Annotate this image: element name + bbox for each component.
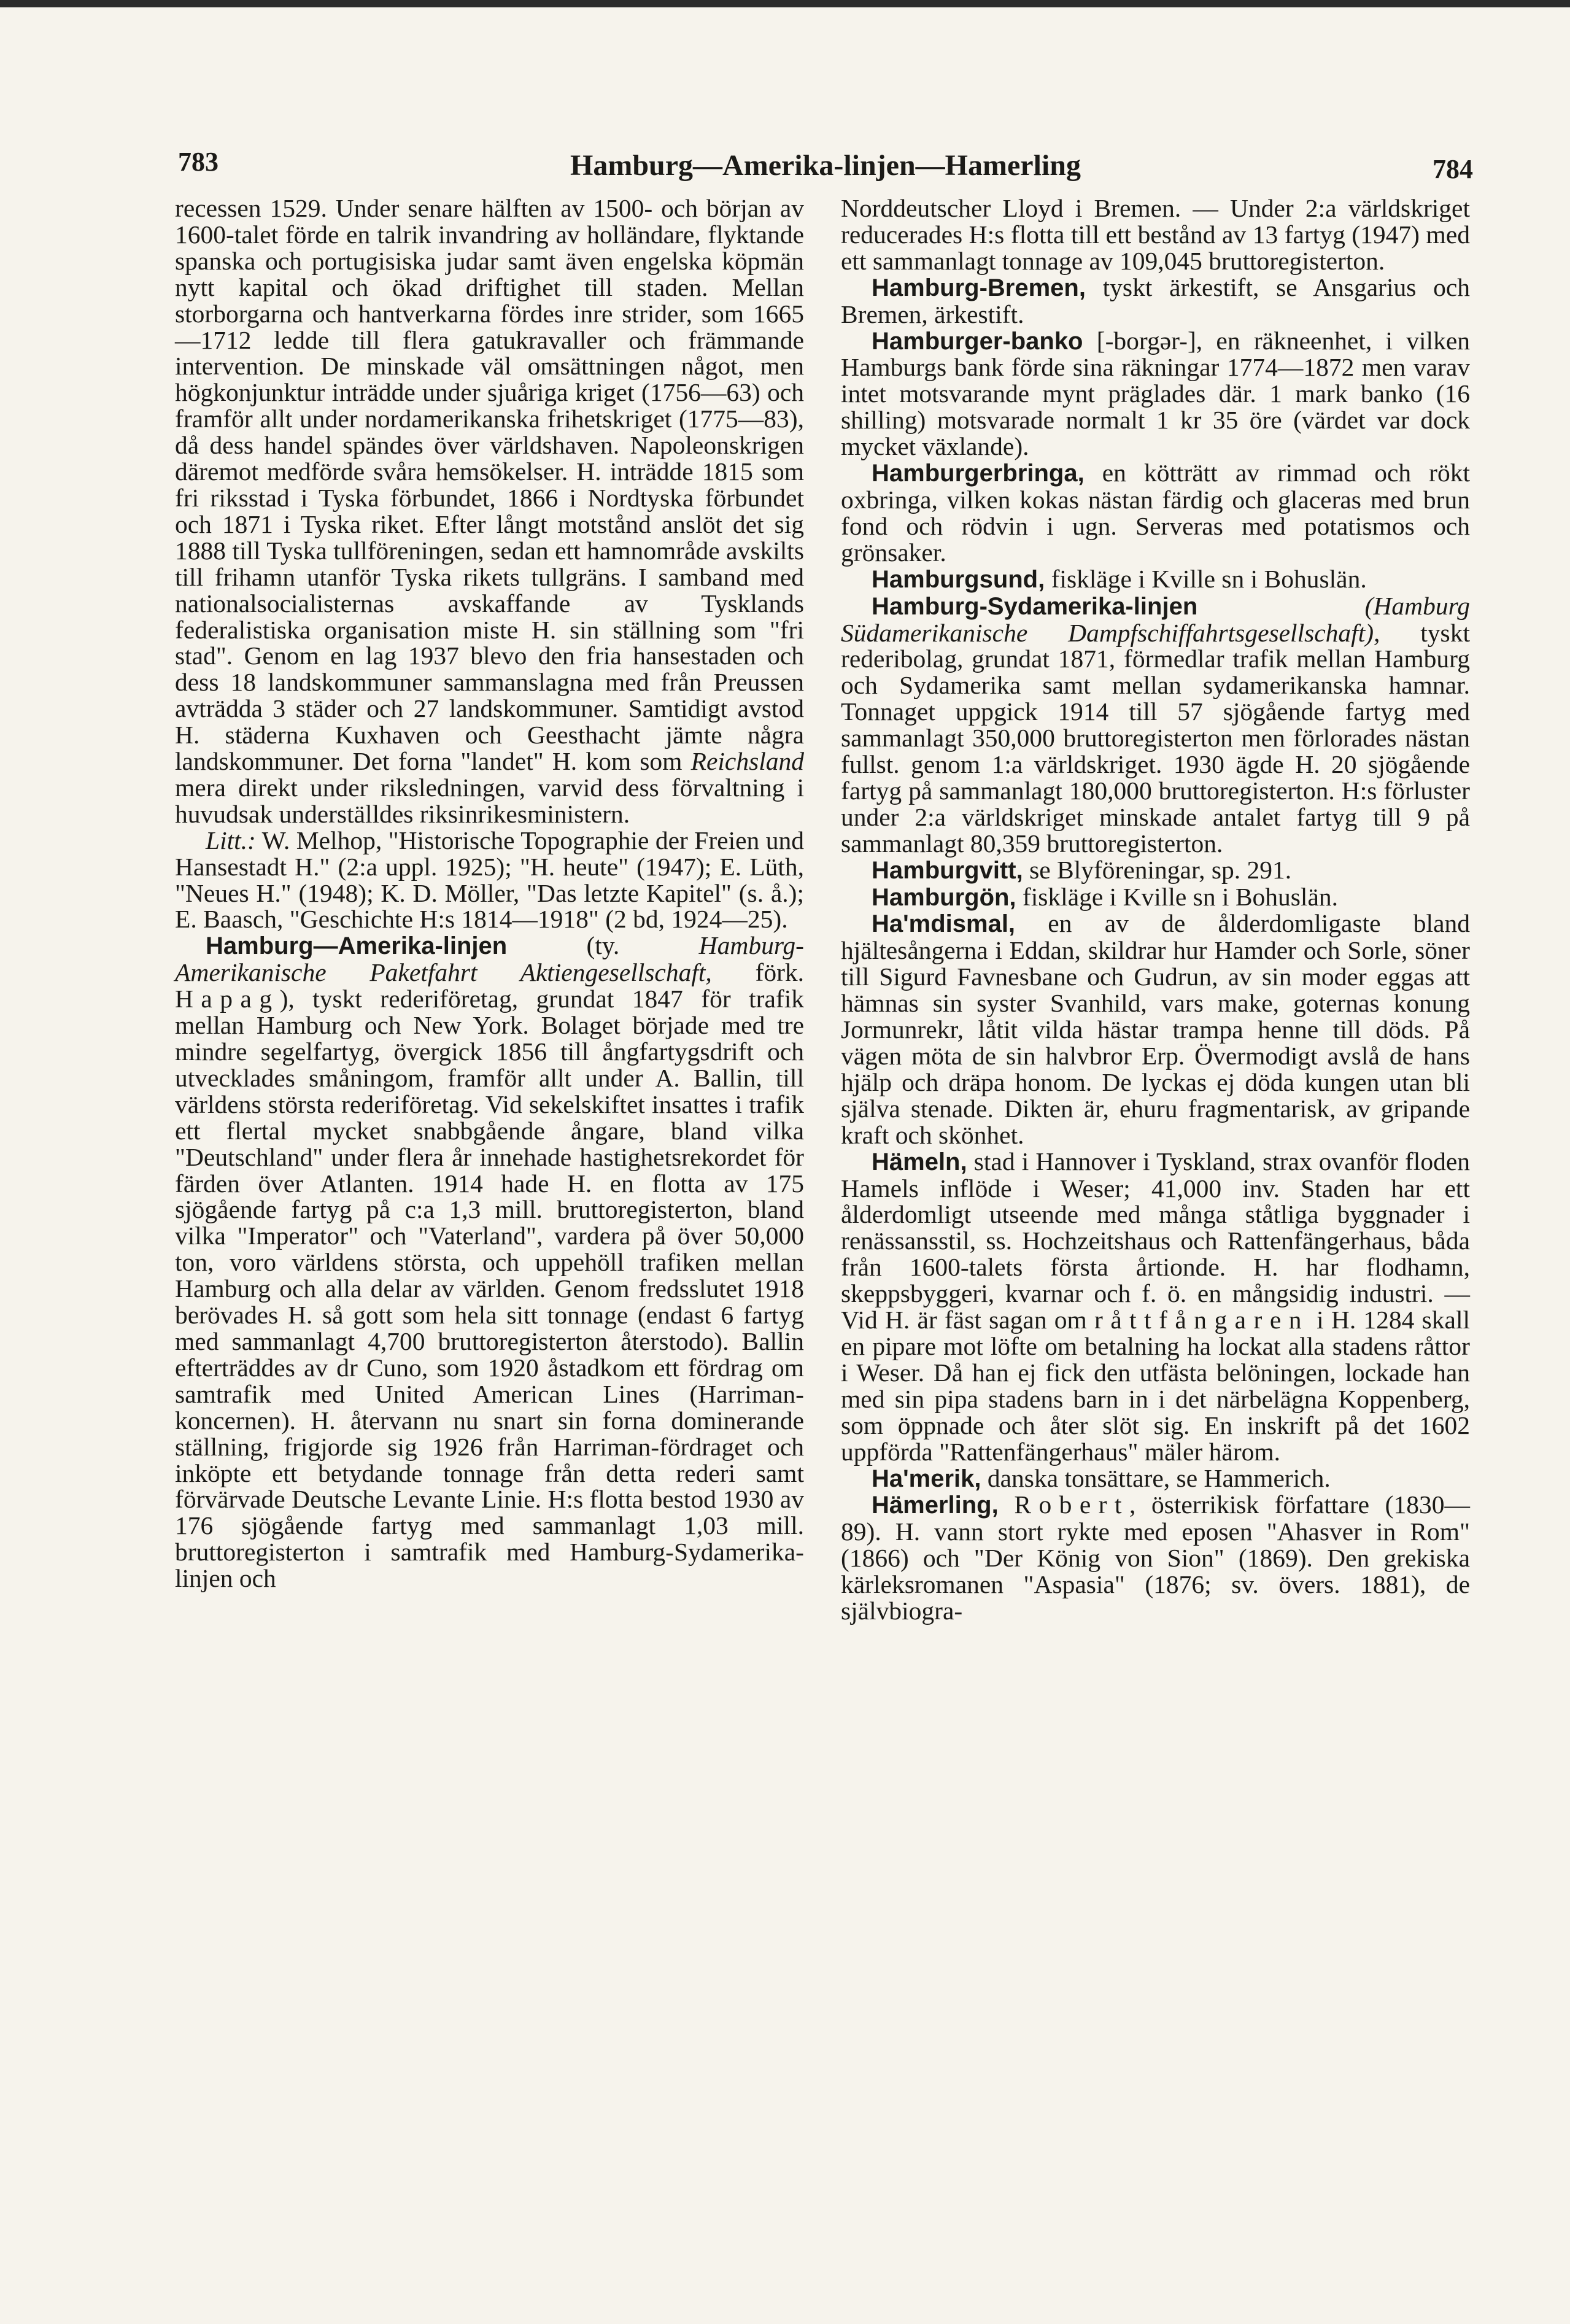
entry-headword: Hämeln,: [872, 1148, 967, 1176]
entry-headword: Hamburg-Sydamerika-linjen: [872, 592, 1198, 620]
entry-headword: Ha'merik,: [872, 1465, 981, 1492]
right-column: [841, 195, 1470, 1624]
page-number-left: 783: [178, 147, 218, 177]
page-number-right: 784: [1433, 154, 1473, 184]
entry-headword: Hamburgön,: [872, 883, 1016, 911]
entry-headword: Hamburger-banko: [872, 327, 1083, 355]
litt-label: Litt.:: [206, 826, 256, 854]
running-title: Hamburg—Amerika-linjen—Hamerling: [570, 149, 1081, 182]
page-header: [178, 146, 1473, 195]
entry-headword: Hamburgerbringa,: [872, 460, 1085, 487]
entry-headword: Hamburg-Bremen,: [872, 274, 1086, 301]
entry-hamdismal: Ha'mdismal, en av de ålderdomligaste bland hjältesångerna i Eddan, skildrar hur Hamder och Sorle, söner till Sigurd Favnesbane och Gudrun, av sin moder eggas att hämnas sin syster Svanhild, vars make, goternas konung Jormunrekr, låtit vilda hästar trampa henne till döds. På vägen möta de sin halvbror Erp. Övermodigt avslå de hans hjälp och dräpa honom. De lyckas ej döda kungen utan bli själva stenade. Dikten är, ehuru fragmentarisk, av gripande kraft och skönhet.: [841, 909, 1471, 1149]
page-edge: [0, 0, 1570, 7]
entry-hamburg-sydamerika-linjen: Hamburg-Sydamerika-linjen (Hamburg Südamerikanische Dampfschiffahrtsgesellschaft), tyskt rederibolag, grundat 1871, förmedlar trafik mellan Hamburg och Sydamerika samt mellan sydamerikanska hamnar. Tonnaget uppgick 1914 till 57 sjögående fartyg med sammanlagt 350,000 bruttoregisterton men förlorades nästan fullst. genom 1:a världskriget. 1930 ägde H. 20 sjögående fartyg på sammanlagt 180,000 bruttoregisterton. H:s förluster under 2:a världskriget minskade antalet fartyg till 9 på sammanlagt 80,359 bruttoregisterton.: [841, 591, 1470, 858]
entry-hamburgsund: Hamburgsund, fiskläge i Kville sn i Bohuslän.: [872, 564, 1367, 593]
entry-headword: Hamburgsund,: [872, 565, 1045, 593]
entry-hamburgon: Hamburgön, fiskläge i Kville sn i Bohuslän.: [872, 882, 1339, 911]
entry-headword: Ha'mdismal,: [872, 910, 1016, 938]
entry-hamburgvitt: Hamburgvitt, se Blyföreningar, sp. 291.: [872, 855, 1292, 884]
entry-hamerik: Ha'merik, danska tonsättare, se Hammerich.: [872, 1463, 1331, 1492]
entry-hameln: Hämeln, stad i Hannover i Tyskland, strax ovanför floden Hamels inflöde i Weser; 41,000 inv. Staden har ett ålderdomligt utseende med många ståtliga byggnader i renässansstil, ss. Hochzeitshaus och Rattenfängerhaus, båda från 1600-talets första årtionde. H. har flodhamn, skeppsbyggeri, kvarnar och f. ö. en mångsidig industri. — Vid H. är fäst sagan om råttfångaren i H. 1284 skall en pipare mot löfte om betalning ha lockat alla stadens råttor i Weser. Då han ej fick den utfästa belöningen, lockade han med sin pipa stadens barn in i det närbelägna Koppenberg, som öppnade och åter slöt sig. En inskrift på det 1602 uppförda "Rattenfängerhaus" mäler härom.: [841, 1147, 1471, 1466]
paragraph-continuation: Norddeutscher Lloyd i Bremen. — Under 2:a världskriget reducerades H:s flotta till ett bestånd av 13 fartyg (1947) med ett sammanlagt tonnage av 109,045 bruttoregisterton.: [841, 194, 1470, 275]
italic-term: Reichsland: [690, 747, 804, 776]
paragraph-hamburg-history: recessen 1529. Under senare hälften av 1500- och början av 1600-talet förde en talrik invandring av holländare, flyktande spanska och portugisiska judar samt även engelska köpmän nytt kapital och ökad driftighet till staden. Mellan storborgarna och hantverkarna fördes inre strider, som 1665—1712 ledde till flera gatukravaller och främmande intervention. De minskade väl omsättningen något, men högkonjunktur inträdde under sjuåriga kriget (1756—63) och framför allt under nordamerikanska frihetskriget (1775—83), då dess handel spändes över världshaven. Napoleonskrigen däremot medförde svåra hemsökelser. H. inträdde 1815 som fri riksstad i Tyska förbundet, 1866 i Nordtyska förbundet och 1871 i Tyska riket. Efter långt motstånd anslöt det sig 1888 till Tyska tullföreningen, sedan ett hamnområde avskilts till frihamn utanför Tyska rikets tullgräns. I samband med nationalsocialisternas avskaffande av Tysklands federalistiska organisation miste H. sin ställning som "fri stad". Genom en lag 1937 blevo den fria hansestaden och dess 18 landskommuner sammanslagna med från Preussen avträdda 3 städer och 27 landskommuner. Samtidigt avstod H. städerna Kuxhaven och Geesthacht jämte några landskommuner. Det forna "landet" H. kom som Reichsland mera direkt under riksledningen, varvid dess förvaltning i huvudsak underställdes riksinrikesministern.: [175, 194, 804, 828]
left-column: [175, 195, 804, 1592]
entry-headword: Hamburg—Amerika-linjen: [206, 932, 508, 960]
entry-hamerling: Hämerling, Robert, österrikisk författare (1830—89). H. vann stort rykte med eposen "Ahasver in Rom" (1866) och "Der König von Sion" (1869). Den grekiska kärleksromanen "Aspasia" (1876; sv. övers. 1881), de självbiogra-: [841, 1490, 1470, 1625]
entry-headword: Hamburgvitt,: [872, 856, 1023, 884]
entry-hamburger-banko: Hamburger-banko [-borgər-], en räkneenhet, i vilken Hamburgs bank förde sina räkningar 1774—1872 men varav intet motsvarande mynt präglades där. 1 mark banko (16 shilling) motsvarade normalt 1 kr 35 öre (värdet var dock mycket växlande).: [841, 326, 1471, 461]
entry-hamburgerbringa: Hamburgerbringa, en kötträtt av rimmad och rökt oxbringa, vilken kokas nästan färdig och glaceras med brun fond och rödvin i ugn. Serveras med potatismos och grönsaker.: [841, 459, 1470, 567]
entry-hamburg-bremen: Hamburg-Bremen, tyskt ärkestift, se Ansgarius och Bremen, ärkestift.: [841, 273, 1471, 328]
literature-note: Litt.: W. Melhop, "Historische Topographie der Freien und Hansestadt H." (2:a uppl. 1925); "H. heute" (1947); E. Lüth, "Neues H." (1948); K. D. Möller, "Das letzte Kapitel" (s. å.); E. Baasch, "Geschichte H:s 1814—1918" (2 bd, 1924—25).: [175, 826, 804, 934]
entry-headword: Hämerling,: [872, 1492, 999, 1519]
entry-hamburg-amerika-linjen: Hamburg—Amerika-linjen (ty. Hamburg-Amerikanische Paketfahrt Aktiengesellschaft, förk. Hapag), tyskt rederiföretag, grundat 1847 för trafik mellan Hamburg och New York. Bolaget började med tre mindre segelfartyg, övergick 1856 till ångfartygsdrift och utvecklades småningom, framför allt under A. Ballin, till världens största rederiföretag. Vid sekelskiftet insattes i trafik ett flertal mycket snabbgående ångare, bland vilka "Deutschland" under flera år innehade hastighetsrekordet för färden över Atlanten. 1914 hade H. en flotta av 175 sjögående fartyg på c:a 1,3 mill. bruttoregisterton, bland vilka "Imperator" och "Vaterland", vardera på över 50,000 ton, voro världens största, och uppehöll trafiken mellan Hamburg och alla delar av världen. Genom fredsslutet 1918 berövades H. så gott som hela sitt tonnage (endast 6 fartyg med sammanlagt 4,700 bruttoregisterton återstodo). Ballin efterträddes av dr Cuno, som 1920 åstadkom ett fördrag om samtrafik med United American Lines (Harriman-koncernen). H. återvann nu snart sin forna dominerande ställning, frigjorde sig 1926 från Harriman-fördraget och inköpte ett betydande tonnage från detta rederi samt förvärvade Deutsche Levante Linie. H:s flotta bestod 1930 av 176 sjögående fartyg med sammanlagt 1,03 mill. bruttoregisterton i samtrafik med Hamburg-Sydamerika-linjen och: [175, 931, 805, 1593]
